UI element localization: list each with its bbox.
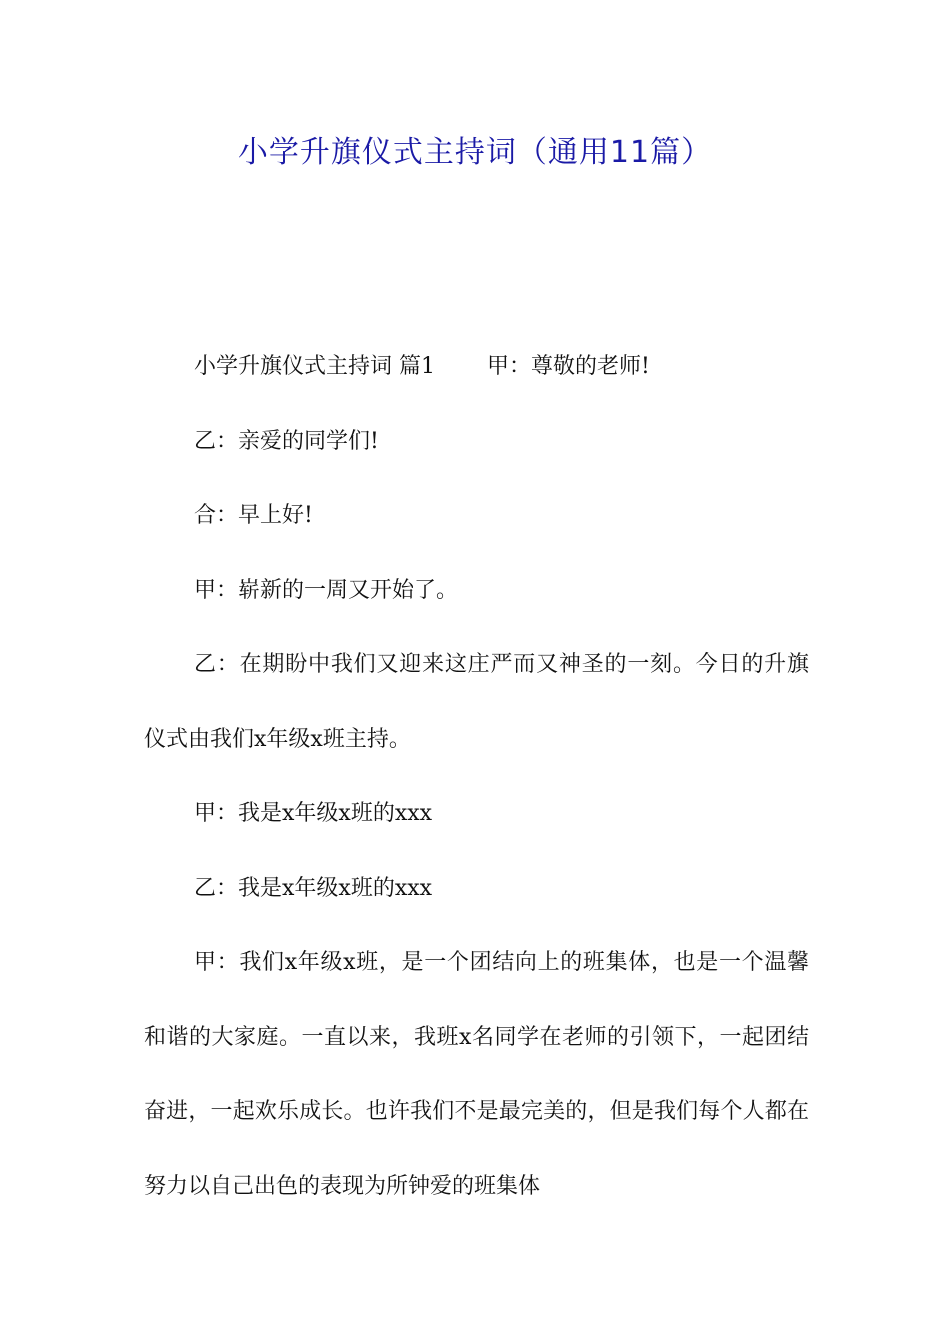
paragraph-2: 乙：亲爱的同学们! (194, 428, 379, 454)
document-title: 小学升旗仪式主持词（通用11篇） (237, 135, 713, 170)
paragraph-8: 甲：我们x年级x班，是一个团结向上的班集体，也是一个温馨和谐的大家庭。一直以来，我班x名同学在老师的引领下，一起团结奋进，一起欢乐成长。也许我们不是最完美的，但是我们每个人都在努力以自己出色的表现为所钟爱的班集体 (144, 950, 809, 1199)
paragraph-6: 甲：我是x年级x班的xxx (194, 801, 433, 826)
paragraph-5: 乙：在期盼中我们又迎来这庄严而又神圣的一刻。今日的升旗仪式由我们x年级x班主持。 (144, 652, 809, 752)
paragraph-text: 甲：尊敬的老师! (487, 354, 650, 379)
paragraph-3: 合：早上好! (194, 503, 313, 528)
paragraph-4: 甲：崭新的一周又开始了。 (194, 577, 459, 603)
document-body (144, 330, 809, 1224)
section-heading: 小学升旗仪式主持词 篇1 (194, 354, 435, 379)
paragraph-1 (144, 330, 809, 405)
paragraph-7: 乙：我是x年级x班的xxx (194, 875, 433, 901)
